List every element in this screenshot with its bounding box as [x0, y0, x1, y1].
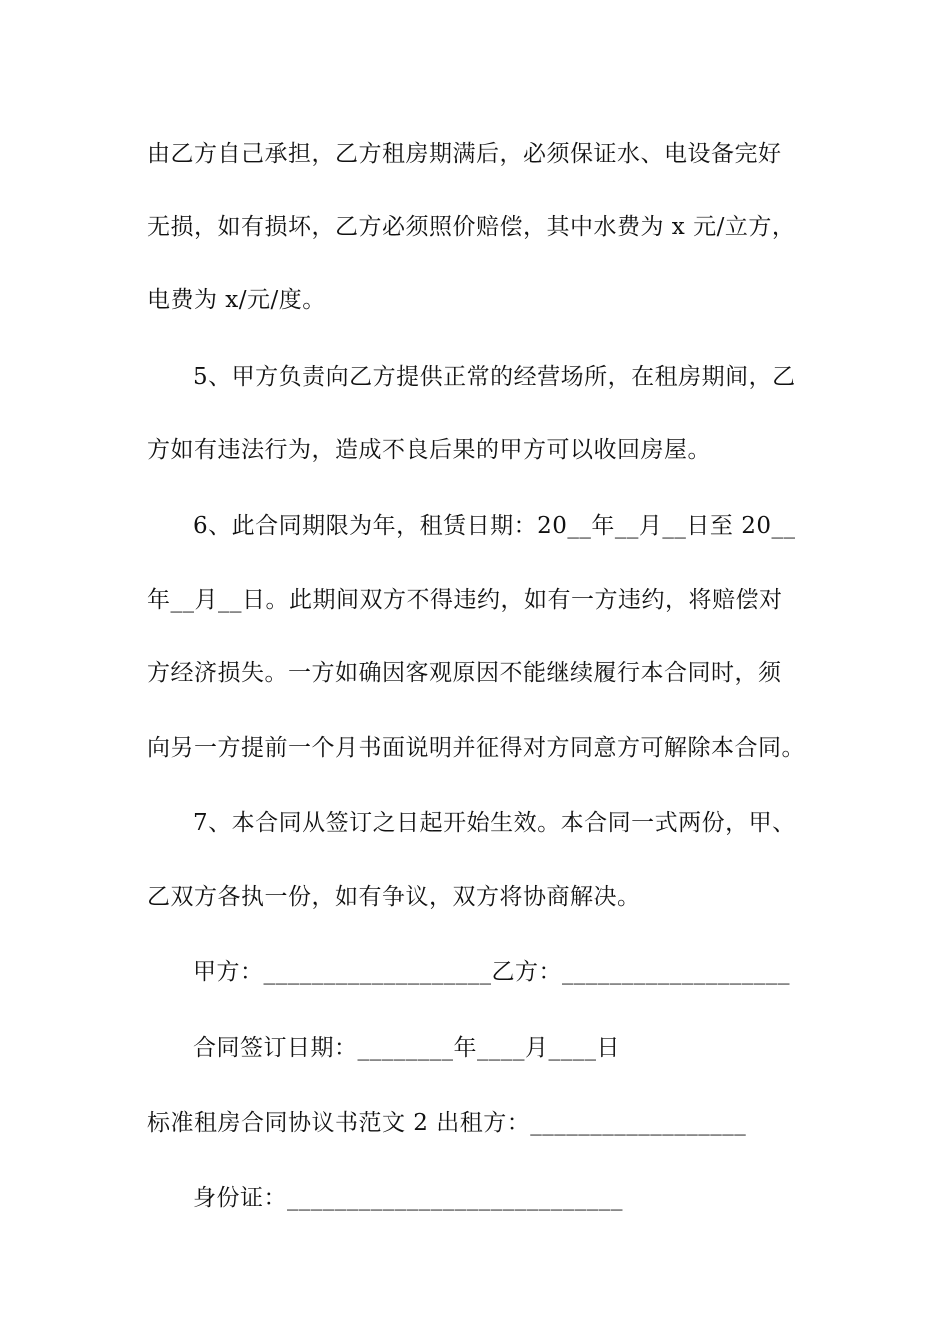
template-title-lessor-line: 标准租房合同协议书范文 2 出租方：__________________ — [147, 1110, 747, 1136]
paragraph-line-3: 电费为 x/元/度。 — [147, 287, 326, 313]
signature-parties-line: 甲方：___________________乙方：___________________ — [193, 959, 790, 985]
id-card-line: 身份证：____________________________ — [193, 1185, 623, 1211]
clause-6-line-3: 方经济损失。一方如确因客观原因不能继续履行本合同时，须 — [147, 660, 782, 686]
signing-date-line: 合同签订日期：________年____月____日 — [193, 1035, 620, 1061]
paragraph-line-1: 由乙方自己承担，乙方租房期满后，必须保证水、电设备完好 — [147, 141, 782, 167]
clause-5-line-1: 5、甲方负责向乙方提供正常的经营场所，在租房期间，乙 — [193, 364, 796, 390]
clause-6-line-1: 6、此合同期限为年，租赁日期：20__年__月__日至 20__ — [193, 513, 796, 539]
clause-6-line-2: 年__月__日。此期间双方不得违约，如有一方违约，将赔偿对 — [147, 587, 783, 613]
clause-7-line-1: 7、本合同从签订之日起开始生效。本合同一式两份，甲、 — [193, 810, 796, 836]
clause-5-line-2: 方如有违法行为，造成不良后果的甲方可以收回房屋。 — [147, 437, 711, 463]
clause-6-line-4: 向另一方提前一个月书面说明并征得对方同意方可解除本合同。 — [147, 735, 805, 761]
paragraph-line-2: 无损，如有损坏，乙方必须照价赔偿，其中水费为 x 元/立方， — [147, 214, 796, 240]
clause-7-line-2: 乙双方各执一份，如有争议，双方将协商解决。 — [147, 884, 641, 910]
